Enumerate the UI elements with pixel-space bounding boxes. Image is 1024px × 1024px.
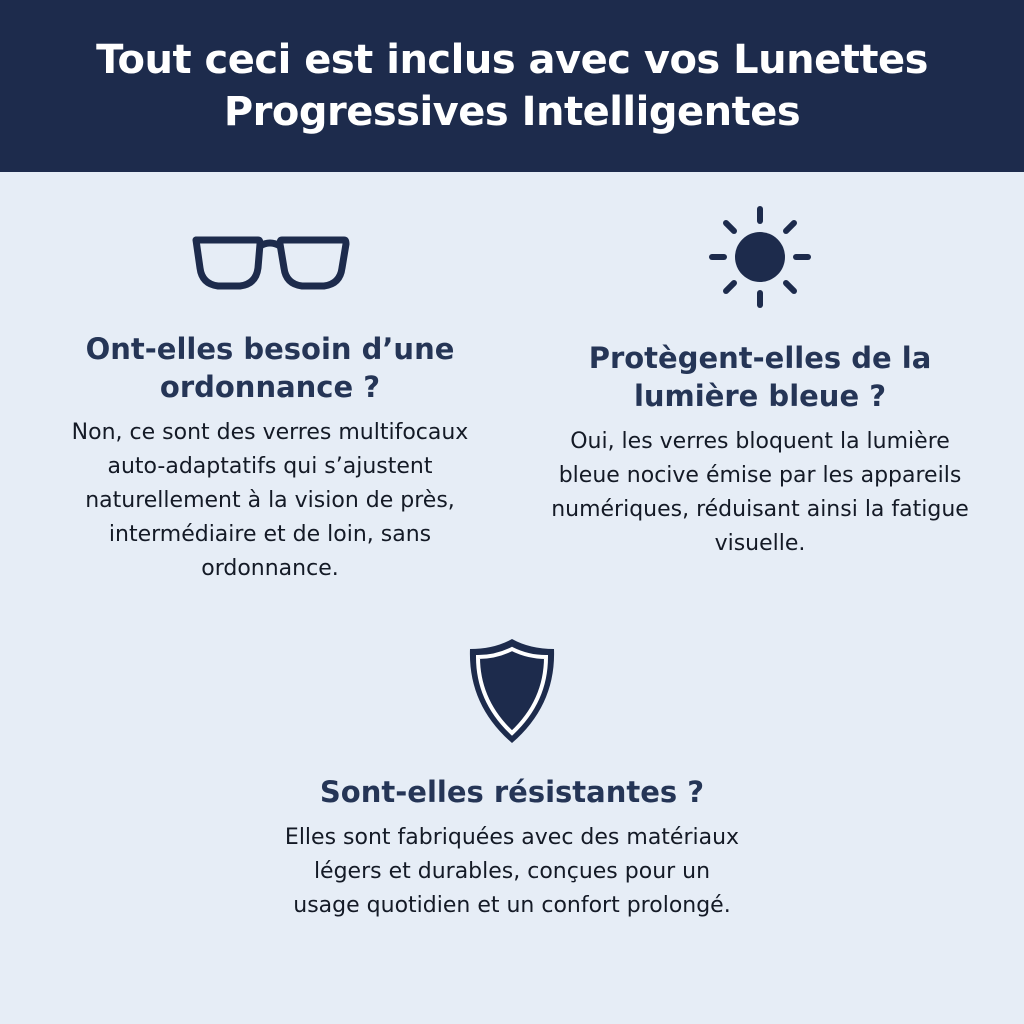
sun-icon [708, 205, 812, 309]
page-title: Tout ceci est inclus avec vos Lunettes Progressives Intelligentes [96, 37, 928, 135]
page-header [0, 0, 1024, 172]
feature-blue-light [530, 205, 990, 561]
feature-title: Ont-elles besoin d’une ordonnance ? [85, 332, 455, 404]
shield-icon [466, 635, 558, 747]
feature-durability [262, 635, 762, 923]
feature-title: Protègent-elles de la lumière bleue ? [588, 341, 932, 413]
feature-description: Non, ce sont des verres multifocaux auto-adaptatifs qui s’ajustent naturellement à la vision de près, intermédiaire et de loin, sans ordonnance. [71, 420, 469, 581]
feature-prescription [40, 230, 500, 586]
feature-description: Oui, les verres bloquent la lumière bleue nocive émise par les appareils numériques, réduisant ainsi la fatigue visuelle. [551, 429, 969, 556]
feature-title: Sont-elles résistantes ? [319, 775, 705, 809]
glasses-icon [190, 230, 350, 294]
feature-description: Elles sont fabriquées avec des matériaux légers et durables, conçues pour un usage quotidien et un confort prolongé. [284, 825, 740, 918]
